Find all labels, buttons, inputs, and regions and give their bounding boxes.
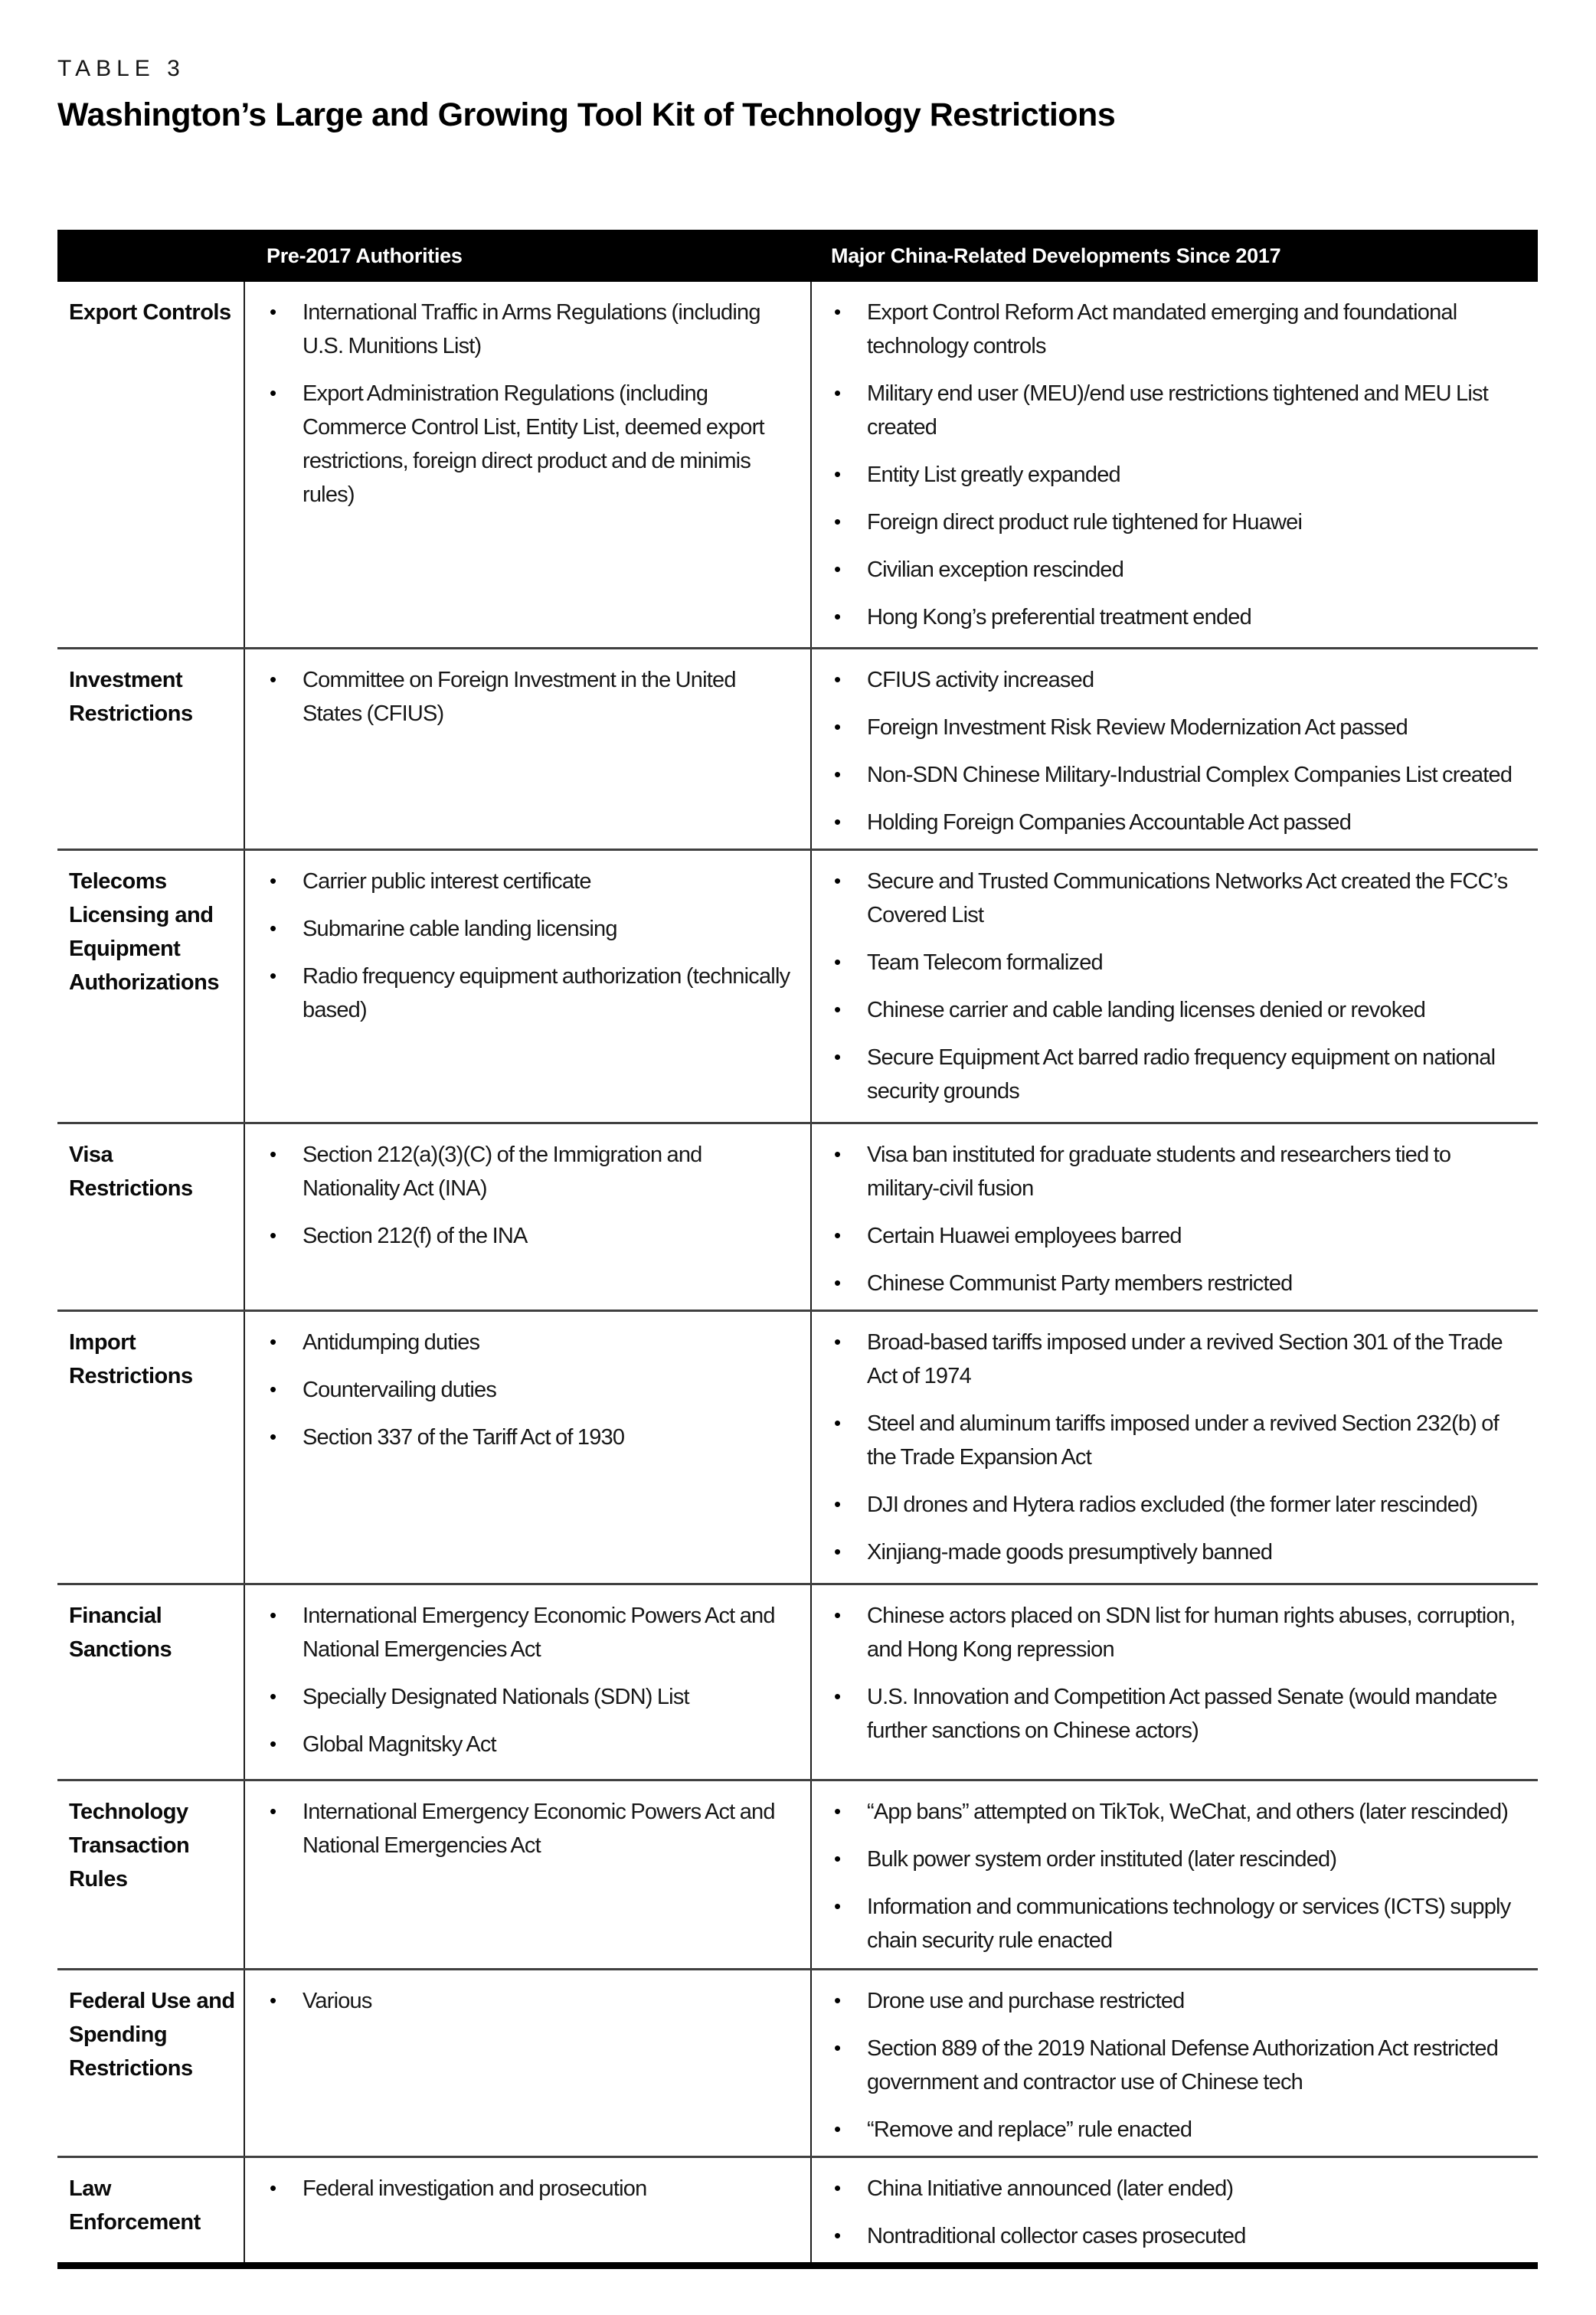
bullet-icon: • [834, 810, 841, 833]
bullet-item [832, 296, 1522, 363]
bullet-text: Radio frequency equipment authorization (technically based) [303, 964, 790, 1022]
developments-bullet-list [832, 663, 1522, 839]
category-cell: Financial Sanctions [69, 1604, 172, 1662]
developments-bullet-list [832, 1795, 1522, 1957]
bullet-text: Section 889 of the 2019 National Defense Authorization Act restricted government and contractor use of Chinese tech [867, 2036, 1499, 2094]
bullet-text: Global Magnitsky Act [303, 1732, 496, 1757]
bullet-text: Federal investigation and prosecution [303, 2176, 647, 2201]
category-cell: Investment Restrictions [69, 668, 193, 726]
developments-cell [810, 1585, 1538, 1779]
bullet-text: “Remove and replace” rule enacted [867, 2117, 1192, 2142]
developments-cell [810, 2158, 1538, 2262]
bullet-icon: • [270, 300, 276, 323]
pre2017-bullet-list [268, 1599, 799, 1761]
bullet-icon: • [270, 869, 276, 892]
bullet-icon: • [834, 510, 841, 533]
bullet-item [832, 946, 1522, 979]
bullet-icon: • [834, 381, 841, 404]
pre2017-cell [244, 1585, 810, 1779]
bullet-icon: • [270, 917, 276, 940]
bullet-text: Export Control Reform Act mandated emerging and foundational technology controls [867, 300, 1457, 358]
bullet-item [268, 1138, 799, 1205]
bullet-text: Section 212(a)(3)(C) of the Immigration and Nationality Act (INA) [303, 1143, 702, 1201]
bullet-item [268, 377, 799, 512]
bullet-item [268, 1680, 799, 1714]
pre2017-bullet-list [268, 296, 799, 512]
bullet-item [268, 1219, 799, 1253]
bullet-icon: • [834, 715, 841, 738]
developments-bullet-list [832, 1326, 1522, 1569]
bullet-item [832, 2113, 1522, 2147]
pre2017-bullet-list [268, 663, 799, 731]
table-row [57, 849, 1538, 1122]
bullet-icon: • [834, 668, 841, 691]
bullet-item [832, 1407, 1522, 1474]
bullet-icon: • [834, 1895, 841, 1918]
bullet-item [268, 912, 799, 946]
bullet-item [832, 993, 1522, 1027]
table-row [57, 1583, 1538, 1779]
bullet-icon: • [270, 964, 276, 987]
bullet-text: Holding Foreign Companies Accountable Act passed [867, 810, 1352, 835]
bullet-icon: • [834, 2176, 841, 2199]
bullet-text: International Traffic in Arms Regulations (including U.S. Munitions List) [303, 300, 760, 358]
bullet-item [832, 505, 1522, 539]
bullet-text: Countervailing duties [303, 1378, 497, 1402]
bullet-text: Section 212(f) of the INA [303, 1224, 528, 1248]
bullet-text: Chinese carrier and cable landing licenses denied or revoked [867, 998, 1426, 1022]
bullet-icon: • [834, 1224, 841, 1247]
category-cell: Telecoms Licensing and Equipment Authorizations [69, 869, 219, 995]
bullet-text: Chinese Communist Party members restricted [867, 1271, 1293, 1296]
bullet-item [832, 1138, 1522, 1205]
bullet-text: Hong Kong’s preferential treatment ended [867, 605, 1251, 629]
bullet-item [832, 1219, 1522, 1253]
bullet-item [268, 865, 799, 898]
table-header-row [57, 230, 1538, 282]
bullet-icon: • [270, 1685, 276, 1708]
bullet-item [268, 1421, 799, 1454]
bullet-icon: • [270, 2176, 276, 2199]
bullet-icon: • [834, 1847, 841, 1870]
pre2017-cell [244, 851, 810, 1122]
page-title: Washington’s Large and Growing Tool Kit of Technology Restrictions [57, 96, 1116, 133]
bullet-icon: • [834, 557, 841, 580]
bullet-item [832, 1843, 1522, 1876]
category-cell: Federal Use and Spending Restrictions [69, 1989, 235, 2081]
bullet-icon: • [834, 1143, 841, 1166]
bullet-text: Broad-based tariffs imposed under a revived Section 301 of the Trade Act of 1974 [867, 1330, 1503, 1388]
bullet-text: China Initiative announced (later ended) [867, 2176, 1234, 2201]
table-label: TABLE 3 [57, 56, 185, 81]
pre2017-bullet-list [268, 1326, 799, 1454]
bullet-text: “App bans” attempted on TikTok, WeChat, and others (later rescinded) [867, 1800, 1509, 1824]
bullet-text: Section 337 of the Tariff Act of 1930 [303, 1425, 625, 1450]
bullet-icon: • [834, 1800, 841, 1823]
bullet-icon: • [270, 1330, 276, 1353]
bullet-item [268, 960, 799, 1027]
bullet-text: Certain Huawei employees barred [867, 1224, 1182, 1248]
developments-bullet-list [832, 1599, 1522, 1748]
bullet-icon: • [834, 950, 841, 973]
bullet-icon: • [270, 1800, 276, 1823]
developments-cell [810, 1124, 1538, 1310]
bullet-item [832, 1535, 1522, 1569]
bullet-item [832, 1890, 1522, 1957]
bullet-item [268, 1984, 799, 2018]
bullet-icon: • [834, 605, 841, 628]
bullet-item [832, 711, 1522, 744]
bullet-text: Secure and Trusted Communications Networks Act created the FCC’s Covered List [867, 869, 1508, 927]
category-cell: Export Controls [69, 300, 231, 325]
bullet-item [832, 1984, 1522, 2018]
bullet-text: Committee on Foreign Investment in the United States (CFIUS) [303, 668, 736, 726]
bullet-text: Drone use and purchase restricted [867, 1989, 1185, 2013]
developments-cell [810, 851, 1538, 1122]
bullet-icon: • [834, 1045, 841, 1068]
bullet-item [832, 1599, 1522, 1666]
bullet-text: Specially Designated Nationals (SDN) List [303, 1685, 689, 1709]
developments-bullet-list [832, 296, 1522, 634]
bullet-text: Secure Equipment Act barred radio frequency equipment on national security grounds [867, 1045, 1496, 1104]
bullet-icon: • [834, 300, 841, 323]
bullet-icon: • [834, 2224, 841, 2247]
bullet-icon: • [270, 1425, 276, 1448]
bullet-icon: • [270, 1224, 276, 1247]
bullet-icon: • [834, 1540, 841, 1563]
bullet-item [832, 553, 1522, 587]
bullet-icon: • [834, 763, 841, 786]
developments-bullet-list [832, 865, 1522, 1108]
bullet-item [832, 1795, 1522, 1829]
developments-bullet-list [832, 2172, 1522, 2253]
bullet-text: Nontraditional collector cases prosecuted [867, 2224, 1246, 2248]
bullet-icon: • [270, 1989, 276, 2012]
bullet-text: Military end user (MEU)/end use restrictions tightened and MEU List created [867, 381, 1488, 440]
developments-cell [810, 1781, 1538, 1968]
developments-bullet-list [832, 1138, 1522, 1300]
pre2017-cell [244, 649, 810, 849]
table-row [57, 1779, 1538, 1968]
bullet-icon: • [834, 1330, 841, 1353]
bullet-item [268, 1795, 799, 1862]
bullet-icon: • [834, 998, 841, 1021]
bullet-icon: • [834, 1604, 841, 1627]
bullet-text: CFIUS activity increased [867, 668, 1094, 692]
bullet-item [832, 1326, 1522, 1393]
pre2017-cell [244, 2158, 810, 2262]
bullet-text: Xinjiang-made goods presumptively banned [867, 1540, 1273, 1565]
table-row [57, 1122, 1538, 1310]
bullet-text: DJI drones and Hytera radios excluded (the former later rescinded) [867, 1493, 1478, 1517]
bullet-icon: • [270, 668, 276, 691]
bullet-text: International Emergency Economic Powers Act and National Emergencies Act [303, 1604, 775, 1662]
bullet-item [832, 377, 1522, 444]
bullet-icon: • [270, 1732, 276, 1755]
bullet-icon: • [270, 1143, 276, 1166]
bullet-item [832, 1680, 1522, 1748]
restrictions-table [57, 230, 1538, 2269]
developments-cell [810, 1312, 1538, 1583]
category-cell: Technology Transaction Rules [69, 1800, 190, 1892]
bullet-item [268, 1599, 799, 1666]
bullet-icon: • [834, 1989, 841, 2012]
bullet-text: Various [303, 1989, 372, 2013]
bullet-item [268, 1326, 799, 1359]
bullet-icon: • [834, 2117, 841, 2140]
bullet-icon: • [270, 1378, 276, 1401]
pre2017-cell [244, 1124, 810, 1310]
pre2017-bullet-list [268, 865, 799, 1027]
bullet-item [832, 1041, 1522, 1108]
category-cell: Visa Restrictions [69, 1143, 193, 1201]
pre2017-cell [244, 1781, 810, 1968]
bullet-icon: • [270, 1604, 276, 1627]
table-row [57, 1310, 1538, 1583]
category-cell: Law Enforcement [69, 2176, 201, 2235]
table-row [57, 1968, 1538, 2156]
pre2017-bullet-list [268, 2172, 799, 2205]
bullet-item [268, 296, 799, 363]
table-row [57, 282, 1538, 647]
bullet-text: Export Administration Regulations (including Commerce Control List, Entity List, deemed export restrictions, foreign direct product and de minimis rules) [303, 381, 764, 507]
developments-cell [810, 282, 1538, 647]
bullet-text: U.S. Innovation and Competition Act passed Senate (would mandate further sanctions on Chinese actors) [867, 1685, 1497, 1743]
bullet-item [832, 1267, 1522, 1300]
bullet-item [832, 458, 1522, 492]
bullet-text: Entity List greatly expanded [867, 463, 1120, 487]
bullet-text: Antidumping duties [303, 1330, 480, 1355]
bullet-item [268, 1373, 799, 1407]
bullet-item [832, 2219, 1522, 2253]
bullet-text: Chinese actors placed on SDN list for human rights abuses, corruption, and Hong Kong repression [867, 1604, 1516, 1662]
table-row [57, 2156, 1538, 2262]
bullet-icon: • [270, 381, 276, 404]
bullet-text: Team Telecom formalized [867, 950, 1103, 975]
bullet-text: Submarine cable landing licensing [303, 917, 617, 941]
bullet-text: Steel and aluminum tariffs imposed under a revived Section 232(b) of the Trade Expansion Act [867, 1411, 1499, 1470]
pre2017-bullet-list [268, 1795, 799, 1862]
bullet-text: International Emergency Economic Powers Act and National Emergencies Act [303, 1800, 775, 1858]
bullet-text: Civilian exception rescinded [867, 557, 1124, 582]
bullet-item [832, 758, 1522, 792]
pre2017-cell [244, 282, 810, 647]
bullet-item [268, 2172, 799, 2205]
pre2017-cell [244, 1312, 810, 1583]
header-pre2017-column: Pre-2017 Authorities [267, 244, 463, 267]
bullet-text: Foreign Investment Risk Review Modernization Act passed [867, 715, 1408, 740]
bullet-item [268, 1728, 799, 1761]
bullet-item [268, 663, 799, 731]
pre2017-cell [244, 1970, 810, 2156]
bullet-icon: • [834, 463, 841, 486]
bullet-icon: • [834, 2036, 841, 2059]
bullet-icon: • [834, 1271, 841, 1294]
bullet-text: Information and communications technology or services (ICTS) supply chain security rule enacted [867, 1895, 1511, 1953]
table-body [57, 282, 1538, 2262]
pre2017-bullet-list [268, 1984, 799, 2018]
pre2017-bullet-list [268, 1138, 799, 1253]
bullet-text: Carrier public interest certificate [303, 869, 591, 894]
bullet-text: Bulk power system order instituted (later rescinded) [867, 1847, 1337, 1872]
table-row [57, 647, 1538, 849]
bullet-item [832, 2032, 1522, 2099]
developments-cell [810, 649, 1538, 849]
developments-bullet-list [832, 1984, 1522, 2147]
header-developments-column: Major China-Related Developments Since 2017 [831, 244, 1281, 267]
bullet-icon: • [834, 1493, 841, 1516]
bullet-item [832, 1488, 1522, 1522]
bullet-icon: • [834, 869, 841, 892]
bullet-text: Visa ban instituted for graduate students and researchers tied to military-civil fusion [867, 1143, 1451, 1201]
bullet-item [832, 600, 1522, 634]
bullet-item [832, 806, 1522, 839]
bullet-icon: • [834, 1411, 841, 1434]
bullet-item [832, 663, 1522, 697]
bullet-item [832, 865, 1522, 932]
bullet-item [832, 2172, 1522, 2205]
bullet-text: Non-SDN Chinese Military-Industrial Complex Companies List created [867, 763, 1513, 787]
bullet-icon: • [834, 1685, 841, 1708]
bullet-text: Foreign direct product rule tightened for Huawei [867, 510, 1303, 535]
category-cell: Import Restrictions [69, 1330, 193, 1388]
developments-cell [810, 1970, 1538, 2156]
